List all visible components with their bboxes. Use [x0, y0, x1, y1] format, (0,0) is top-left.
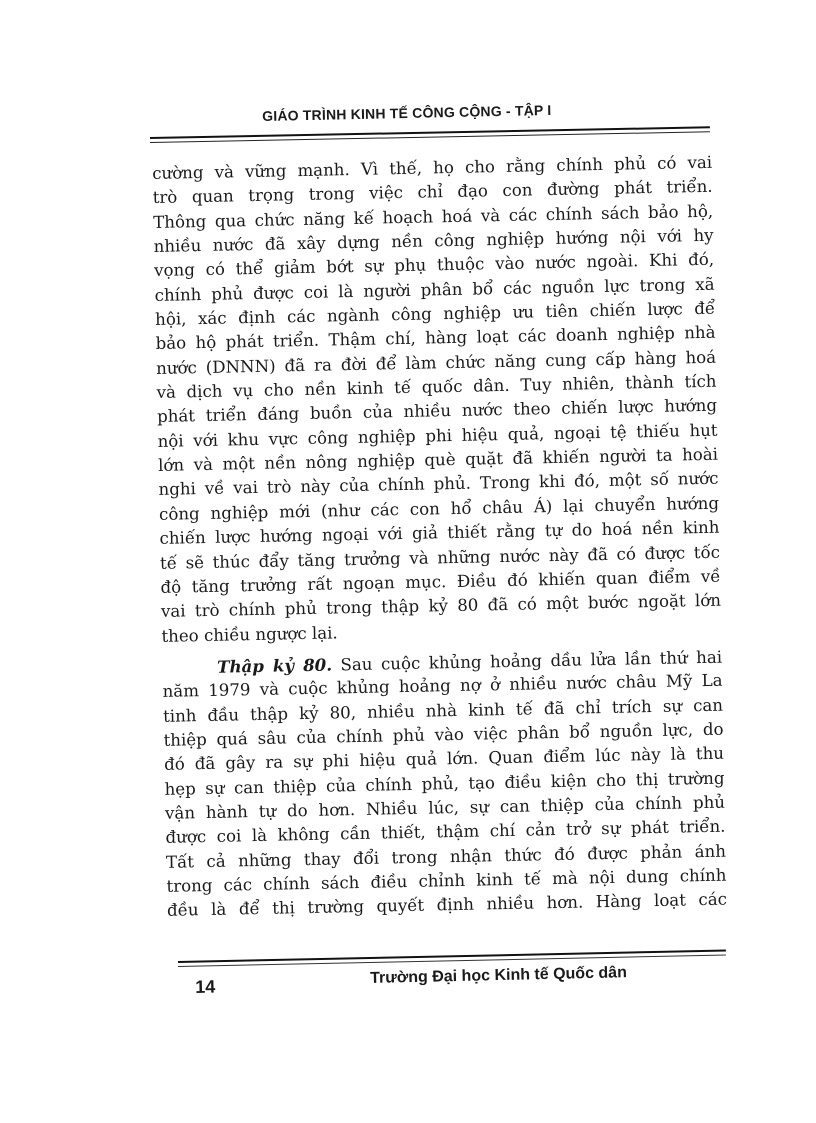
- text-line: năm 1979 và cuộc khủng hoảng nợ ở nhiều nước châu Mỹ La: [162, 670, 723, 702]
- text-line: theo chiều ngược lại.: [161, 622, 338, 646]
- text-line: bảo hộ phát triển. Thậm chí, hàng loạt các doanh nghiệp nhà: [155, 323, 716, 354]
- text-line: thiệp quá sâu của chính phủ vào việc phân bổ nguồn lực, do: [163, 719, 724, 750]
- text-line: đều là để thị trường quyết định nhiều hơn. Hàng loạt các: [166, 889, 728, 921]
- text-line: vai trò chính phủ trong thập kỷ 80 đã có một bước ngoặt lớn: [160, 590, 722, 622]
- running-header: GIÁO TRÌNH KINH TẾ CÔNG CỘNG - TẬP I: [262, 101, 552, 124]
- text-line: Tất cả những thay đổi trong nhận thức đó được phản ánh: [165, 841, 727, 872]
- lead-line-text: Sau cuộc khủng hoảng dầu lửa lần thứ hai: [340, 647, 723, 675]
- text-line: công nghiệp mới (như các con hổ châu Á) lại chuyển hướng: [158, 493, 720, 524]
- text-line: Thông qua chức năng kế hoạch hoá và các chính sách bảo hộ,: [153, 201, 714, 232]
- text-line: cường và vững mạnh. Vì thế, họ cho rằng chính phủ có vai: [152, 152, 713, 183]
- text-line: trò quan trọng trong việc chỉ đạo con đường phát triển.: [152, 177, 713, 208]
- text-line: nội với khu vực công nghiệp phi hiệu quả, ngoại tệ thiếu hụt: [157, 420, 718, 451]
- text-line: tinh đầu thập kỷ 80, nhiều nhà kinh tế đã chỉ trích sự can: [162, 695, 724, 726]
- paragraph-2: [162, 645, 727, 924]
- footer-title: Trường Đại học Kinh tế Quốc dân: [370, 964, 628, 987]
- text-line: vận hành tự do hơn. Nhiều lúc, sự can thiệp của chính phủ: [164, 792, 726, 823]
- paragraph-1: [152, 151, 722, 649]
- text-line: tế sẽ thúc đẩy tăng trưởng và những nước này đã có được tốc: [159, 542, 721, 573]
- text-line: trong các chính sách điều chỉnh kinh tế mà nội dung chính: [166, 865, 727, 896]
- text-line: độ tăng trưởng rất ngoạn mục. Điều đó khiến quan điểm về: [160, 566, 721, 597]
- text-line: chiến lược hướng ngoại với giả thiết rằng tự do hoá nền kinh: [159, 517, 720, 549]
- text-line: lớn và một nền nông nghiệp què quặt đã khiến người ta hoài: [157, 444, 719, 476]
- text-line: chính phủ được coi là người phân bổ các nguồn lực trong xã: [154, 274, 715, 305]
- text-line: nhiều nước đã xây dựng nền công nghiệp hướng nội với hy: [153, 225, 714, 257]
- body-text: [152, 151, 727, 924]
- page-number: 14: [195, 976, 216, 997]
- text-line: đó đã gây ra sự phi hiệu quả lớn. Quan điểm lúc này là thu: [163, 743, 725, 775]
- text-line: được coi là không cần thiết, thậm chí cản trở sự phát triển.: [165, 816, 726, 848]
- section-lead: Thập kỷ 80.: [216, 654, 333, 677]
- text-line: nghi về vai trò này của chính phủ. Trong khi đó, một số nước: [158, 469, 719, 500]
- text-line: nước (DNNN) đã ra đời để làm chức năng cung cấp hàng hoá: [155, 347, 717, 378]
- text-line: và dịch vụ cho nền kinh tế quốc dân. Tuy nhiên, thành tích: [156, 371, 717, 403]
- text-line: hẹp sự can thiệp của chính phủ, tạo điều kiện cho thị trường: [164, 768, 725, 799]
- text-line: vọng có thể giảm bớt sự phụ thuộc vào nước ngoài. Khi đó,: [153, 250, 715, 281]
- text-line: hội, xác định các ngành công nghiệp ưu tiên chiến lược để: [154, 298, 716, 330]
- text-line: phát triển đáng buồn của nhiều nước theo chiến lược hướng: [156, 396, 718, 427]
